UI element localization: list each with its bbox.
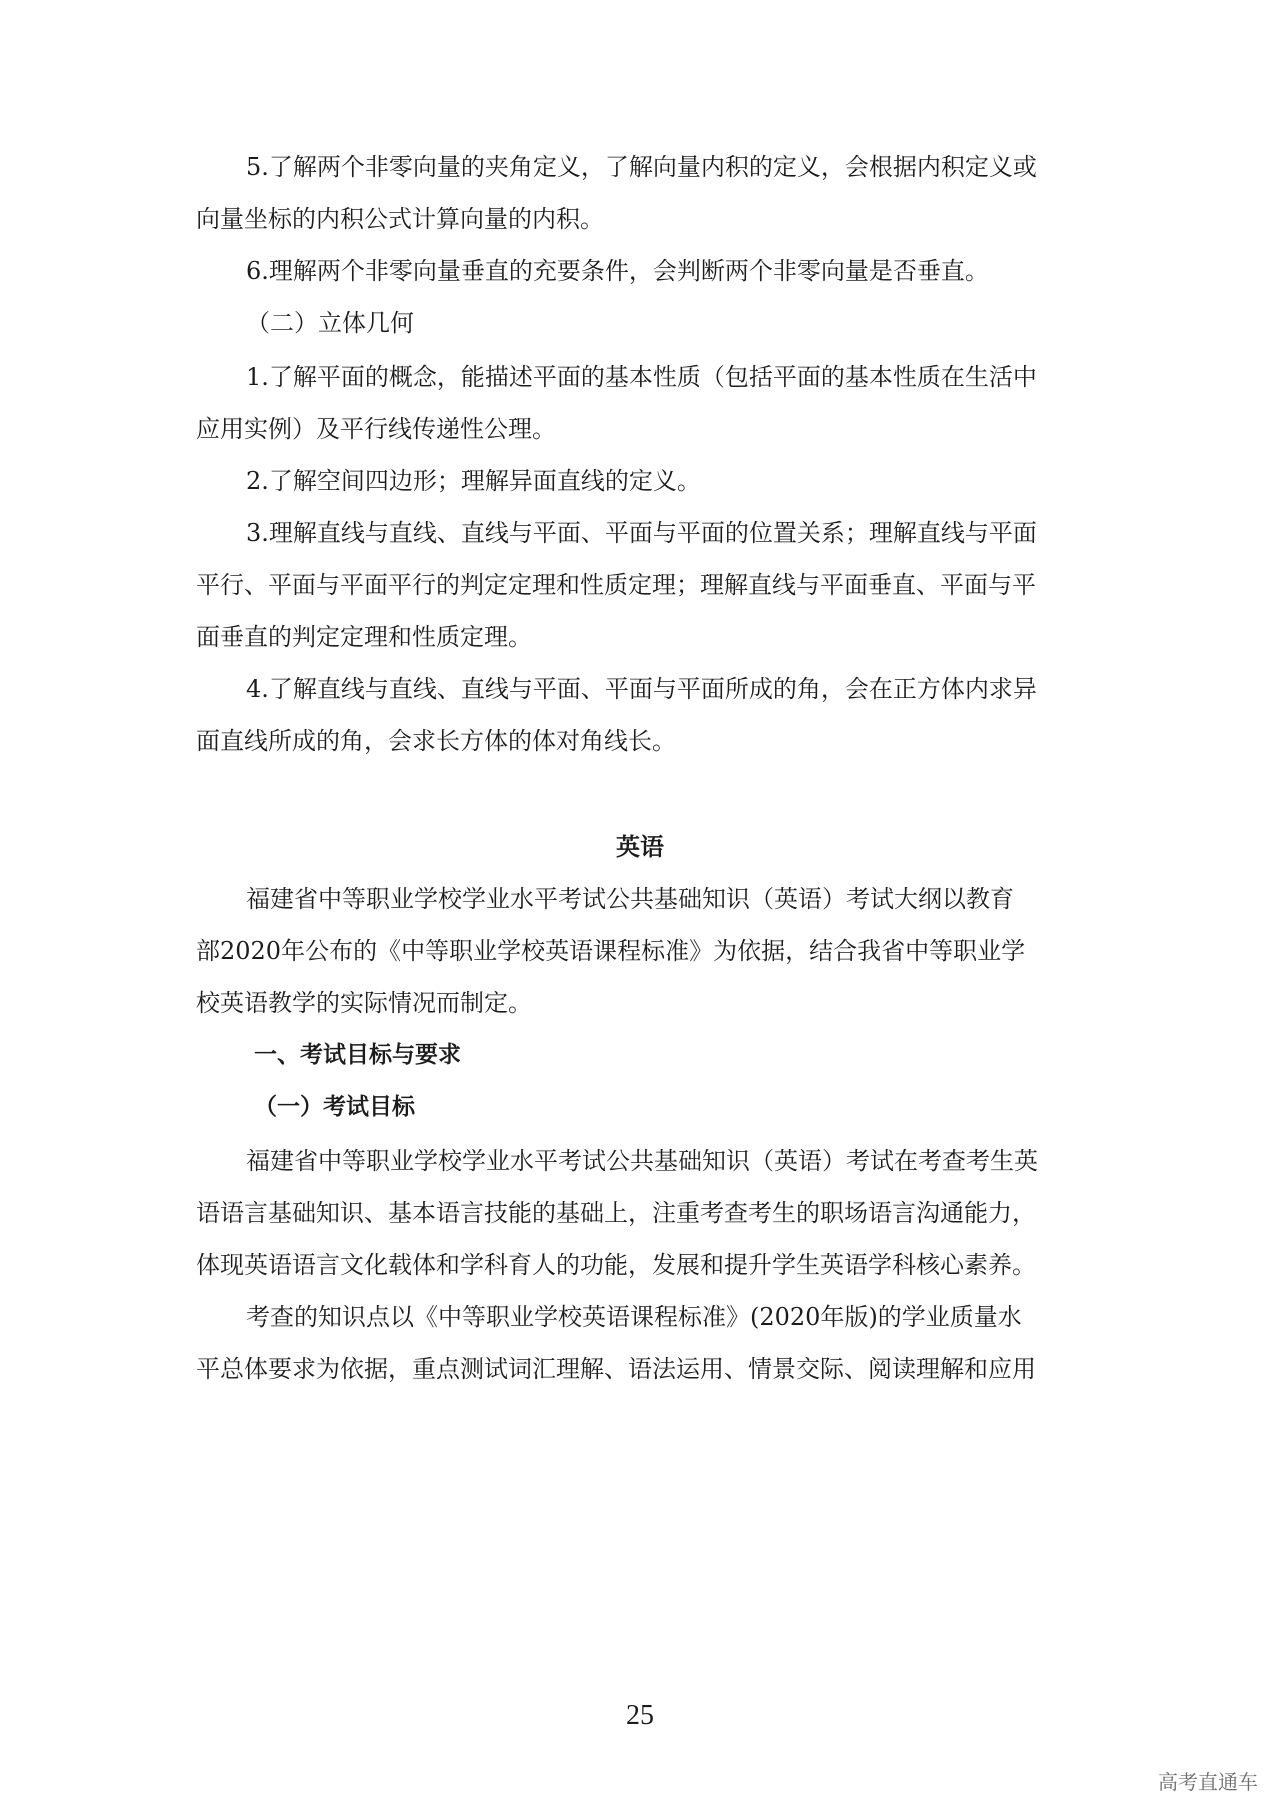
section-title: 英语	[616, 833, 664, 861]
text-line: 平总体要求为依据，重点测试词汇理解、语法运用、情景交际、阅读理解和应用	[196, 1355, 1036, 1383]
text-line: 1.了解平面的概念，能描述平面的基本性质（包括平面的基本性质在生活中	[246, 363, 1037, 391]
text-line: 考查的知识点以《中等职业学校英语课程标准》(2020年版)的学业质量水	[246, 1303, 1022, 1331]
text-line: 福建省中等职业学校学业水平考试公共基础知识（英语）考试大纲以教育	[246, 885, 1014, 913]
text-line: 面直线所成的角，会求长方体的体对角线长。	[196, 727, 676, 755]
text-line: 向量坐标的内积公式计算向量的内积。	[196, 205, 604, 233]
text-line: 应用实例）及平行线传递性公理。	[196, 415, 556, 443]
text-line: 3.理解直线与直线、直线与平面、平面与平面的位置关系；理解直线与平面	[246, 519, 1037, 547]
text-line: 平行、平面与平面平行的判定定理和性质定理；理解直线与平面垂直、平面与平	[196, 571, 1036, 599]
watermark: 高考直通车	[1158, 1770, 1258, 1794]
text-line: 校英语教学的实际情况而制定。	[196, 989, 532, 1017]
subsection-heading: （二）立体几何	[246, 309, 414, 337]
text-line: 福建省中等职业学校学业水平考试公共基础知识（英语）考试在考查考生英	[246, 1147, 1038, 1175]
text-line: 5.了解两个非零向量的夹角定义，了解向量内积的定义，会根据内积定义或	[246, 153, 1037, 181]
text-line: 6.理解两个非零向量垂直的充要条件，会判断两个非零向量是否垂直。	[246, 257, 989, 285]
text-line: 部2020年公布的《中等职业学校英语课程标准》为依据，结合我省中等职业学	[196, 937, 1026, 965]
text-line: 面垂直的判定定理和性质定理。	[196, 623, 532, 651]
heading-level-2: （一）考试目标	[254, 1094, 415, 1120]
page-number: 25	[626, 1700, 654, 1731]
text-line: 4.了解直线与直线、直线与平面、平面与平面所成的角，会在正方体内求异	[246, 675, 1037, 703]
heading-level-1: 一、考试目标与要求	[254, 1042, 461, 1068]
text-line: 语语言基础知识、基本语言技能的基础上，注重考查考生的职场语言沟通能力，	[196, 1199, 1036, 1227]
text-line: 体现英语语言文化载体和学科育人的功能，发展和提升学生英语学科核心素养。	[196, 1251, 1036, 1279]
text-line: 2.了解空间四边形；理解异面直线的定义。	[246, 467, 701, 495]
